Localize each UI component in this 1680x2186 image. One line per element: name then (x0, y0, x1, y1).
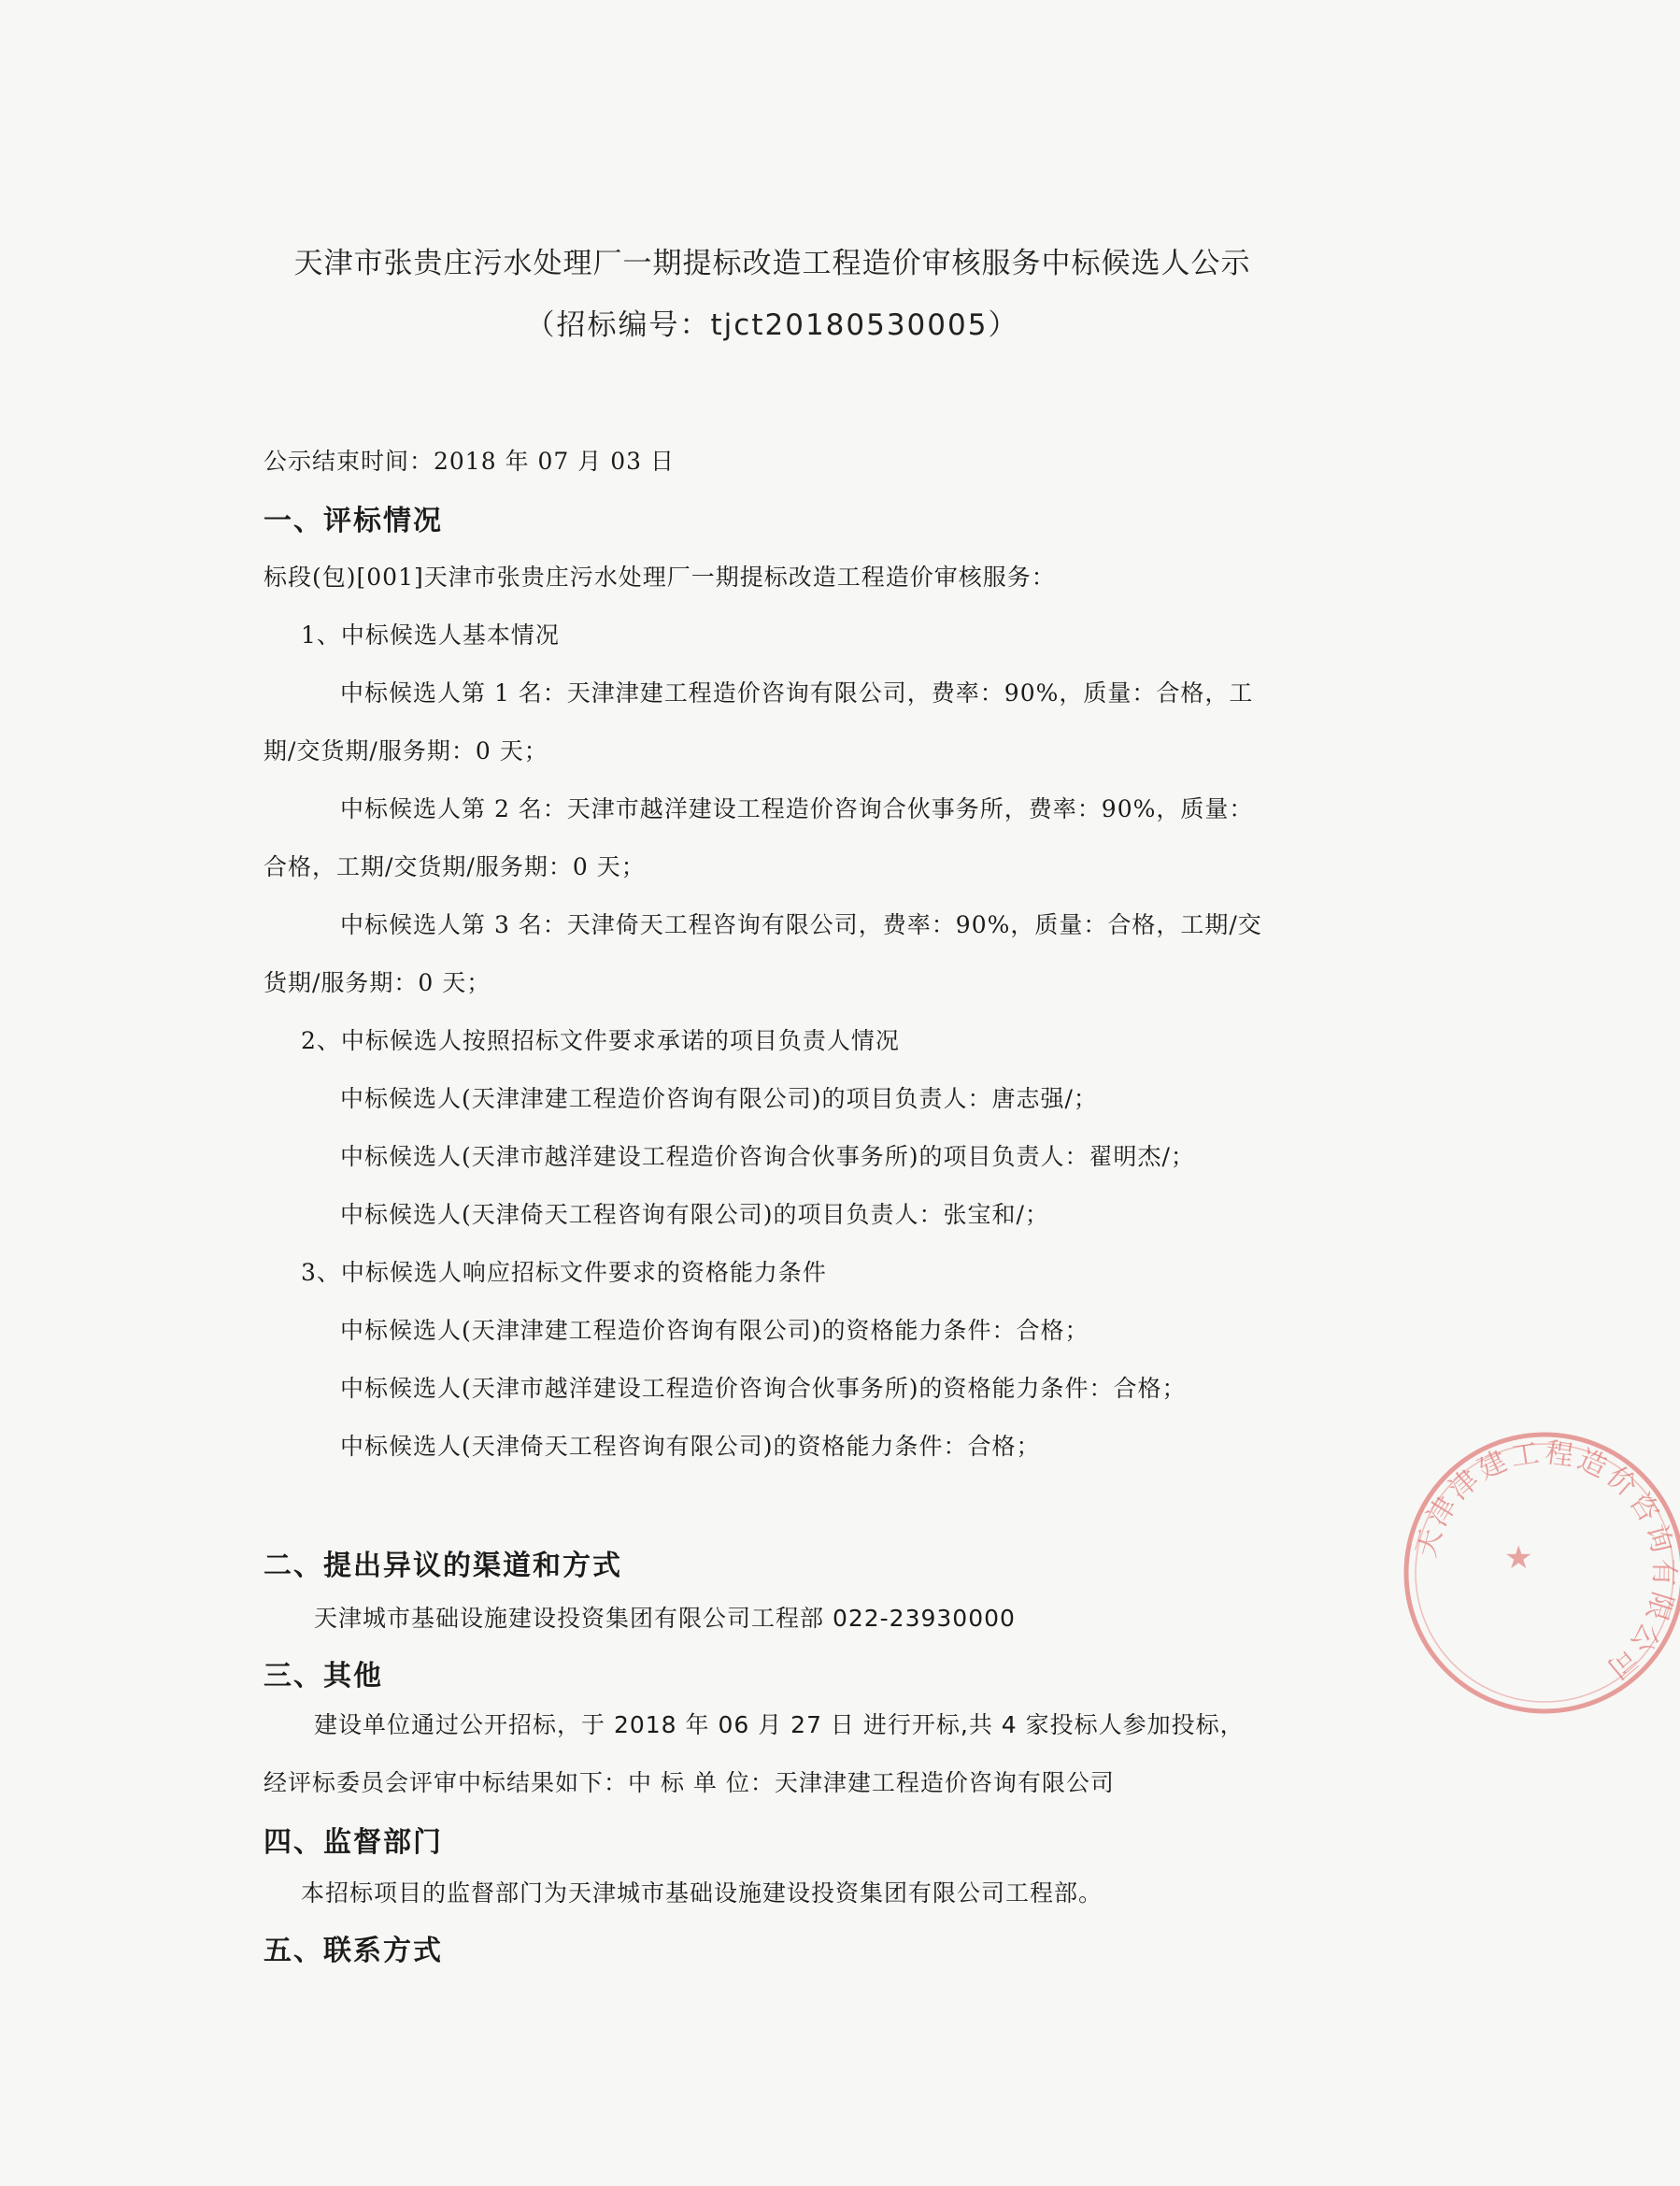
candidate3-line1: 中标候选人第 3 名：天津倚天工程咨询有限公司，费率：90%，质量：合格，工期/交 (340, 911, 1262, 938)
candidate1-line2: 期/交货期/服务期：0 天； (263, 737, 548, 764)
qualification1: 中标候选人(天津津建工程造价咨询有限公司)的资格能力条件：合格； (340, 1317, 1089, 1344)
section3-heading: 三、其他 (263, 1660, 383, 1693)
tender-number: （招标编号：tjct20180530005） (525, 308, 1019, 342)
qualification3: 中标候选人(天津倚天工程咨询有限公司)的资格能力条件：合格； (340, 1433, 1041, 1460)
package-line: 标段(包)[001]天津市张贵庄污水处理厂一期提标改造工程造价审核服务： (263, 564, 1056, 591)
candidate2-line1: 中标候选人第 2 名：天津市越洋建设工程造价咨询合伙事务所，费率：90%，质量： (340, 795, 1254, 822)
company-seal (1400, 1428, 1680, 1718)
candidate3-line2: 货期/服务期：0 天； (263, 969, 491, 996)
objection-contact: 天津城市基础设施建设投资集团有限公司工程部 022-23930000 (314, 1605, 1016, 1632)
other-line1: 建设单位通过公开招标，于 2018 年 06 月 27 日 进行开标,共 4 家投标人参加投标， (314, 1711, 1245, 1738)
document-title: 天津市张贵庄污水处理厂一期提标改造工程造价审核服务中标候选人公示 (293, 247, 1251, 280)
svg-text:天津津建工程造价咨询有限公司: 天津津建工程造价咨询有限公司 (1409, 1436, 1680, 1688)
section1-heading: 一、评标情况 (263, 505, 443, 537)
other-line2: 经评标委员会评审中标结果如下：中 标 单 位：天津津建工程造价咨询有限公司 (263, 1769, 1115, 1796)
section2-heading: 二、提出异议的渠道和方式 (263, 1550, 622, 1582)
svg-text:★: ★ (1504, 1539, 1533, 1577)
section4-heading: 四、监督部门 (263, 1826, 443, 1859)
manager1: 中标候选人(天津津建工程造价咨询有限公司)的项目负责人：唐志强/； (340, 1085, 1098, 1112)
manager3: 中标候选人(天津倚天工程咨询有限公司)的项目负责人：张宝和/； (340, 1201, 1049, 1228)
manager2: 中标候选人(天津市越洋建设工程造价咨询合伙事务所)的项目负责人：翟明杰/； (340, 1143, 1195, 1170)
subsection1-title: 1、中标候选人基本情况 (301, 622, 560, 649)
candidate2-line2: 合格，工期/交货期/服务期：0 天； (263, 853, 646, 880)
supervision-content: 本招标项目的监督部门为天津城市基础设施建设投资集团有限公司工程部。 (301, 1879, 1103, 1907)
subsection3-title: 3、中标候选人响应招标文件要求的资格能力条件 (301, 1259, 827, 1286)
subsection2-title: 2、中标候选人按照招标文件要求承诺的项目负责人情况 (301, 1027, 900, 1054)
notice-end-date: 公示结束时间：2018 年 07 月 03 日 (263, 448, 675, 475)
section5-heading: 五、联系方式 (263, 1935, 443, 1967)
candidate1-line1: 中标候选人第 1 名：天津津建工程造价咨询有限公司，费率：90%，质量：合格，工 (340, 679, 1254, 707)
qualification2: 中标候选人(天津市越洋建设工程造价咨询合伙事务所)的资格能力条件：合格； (340, 1375, 1187, 1402)
